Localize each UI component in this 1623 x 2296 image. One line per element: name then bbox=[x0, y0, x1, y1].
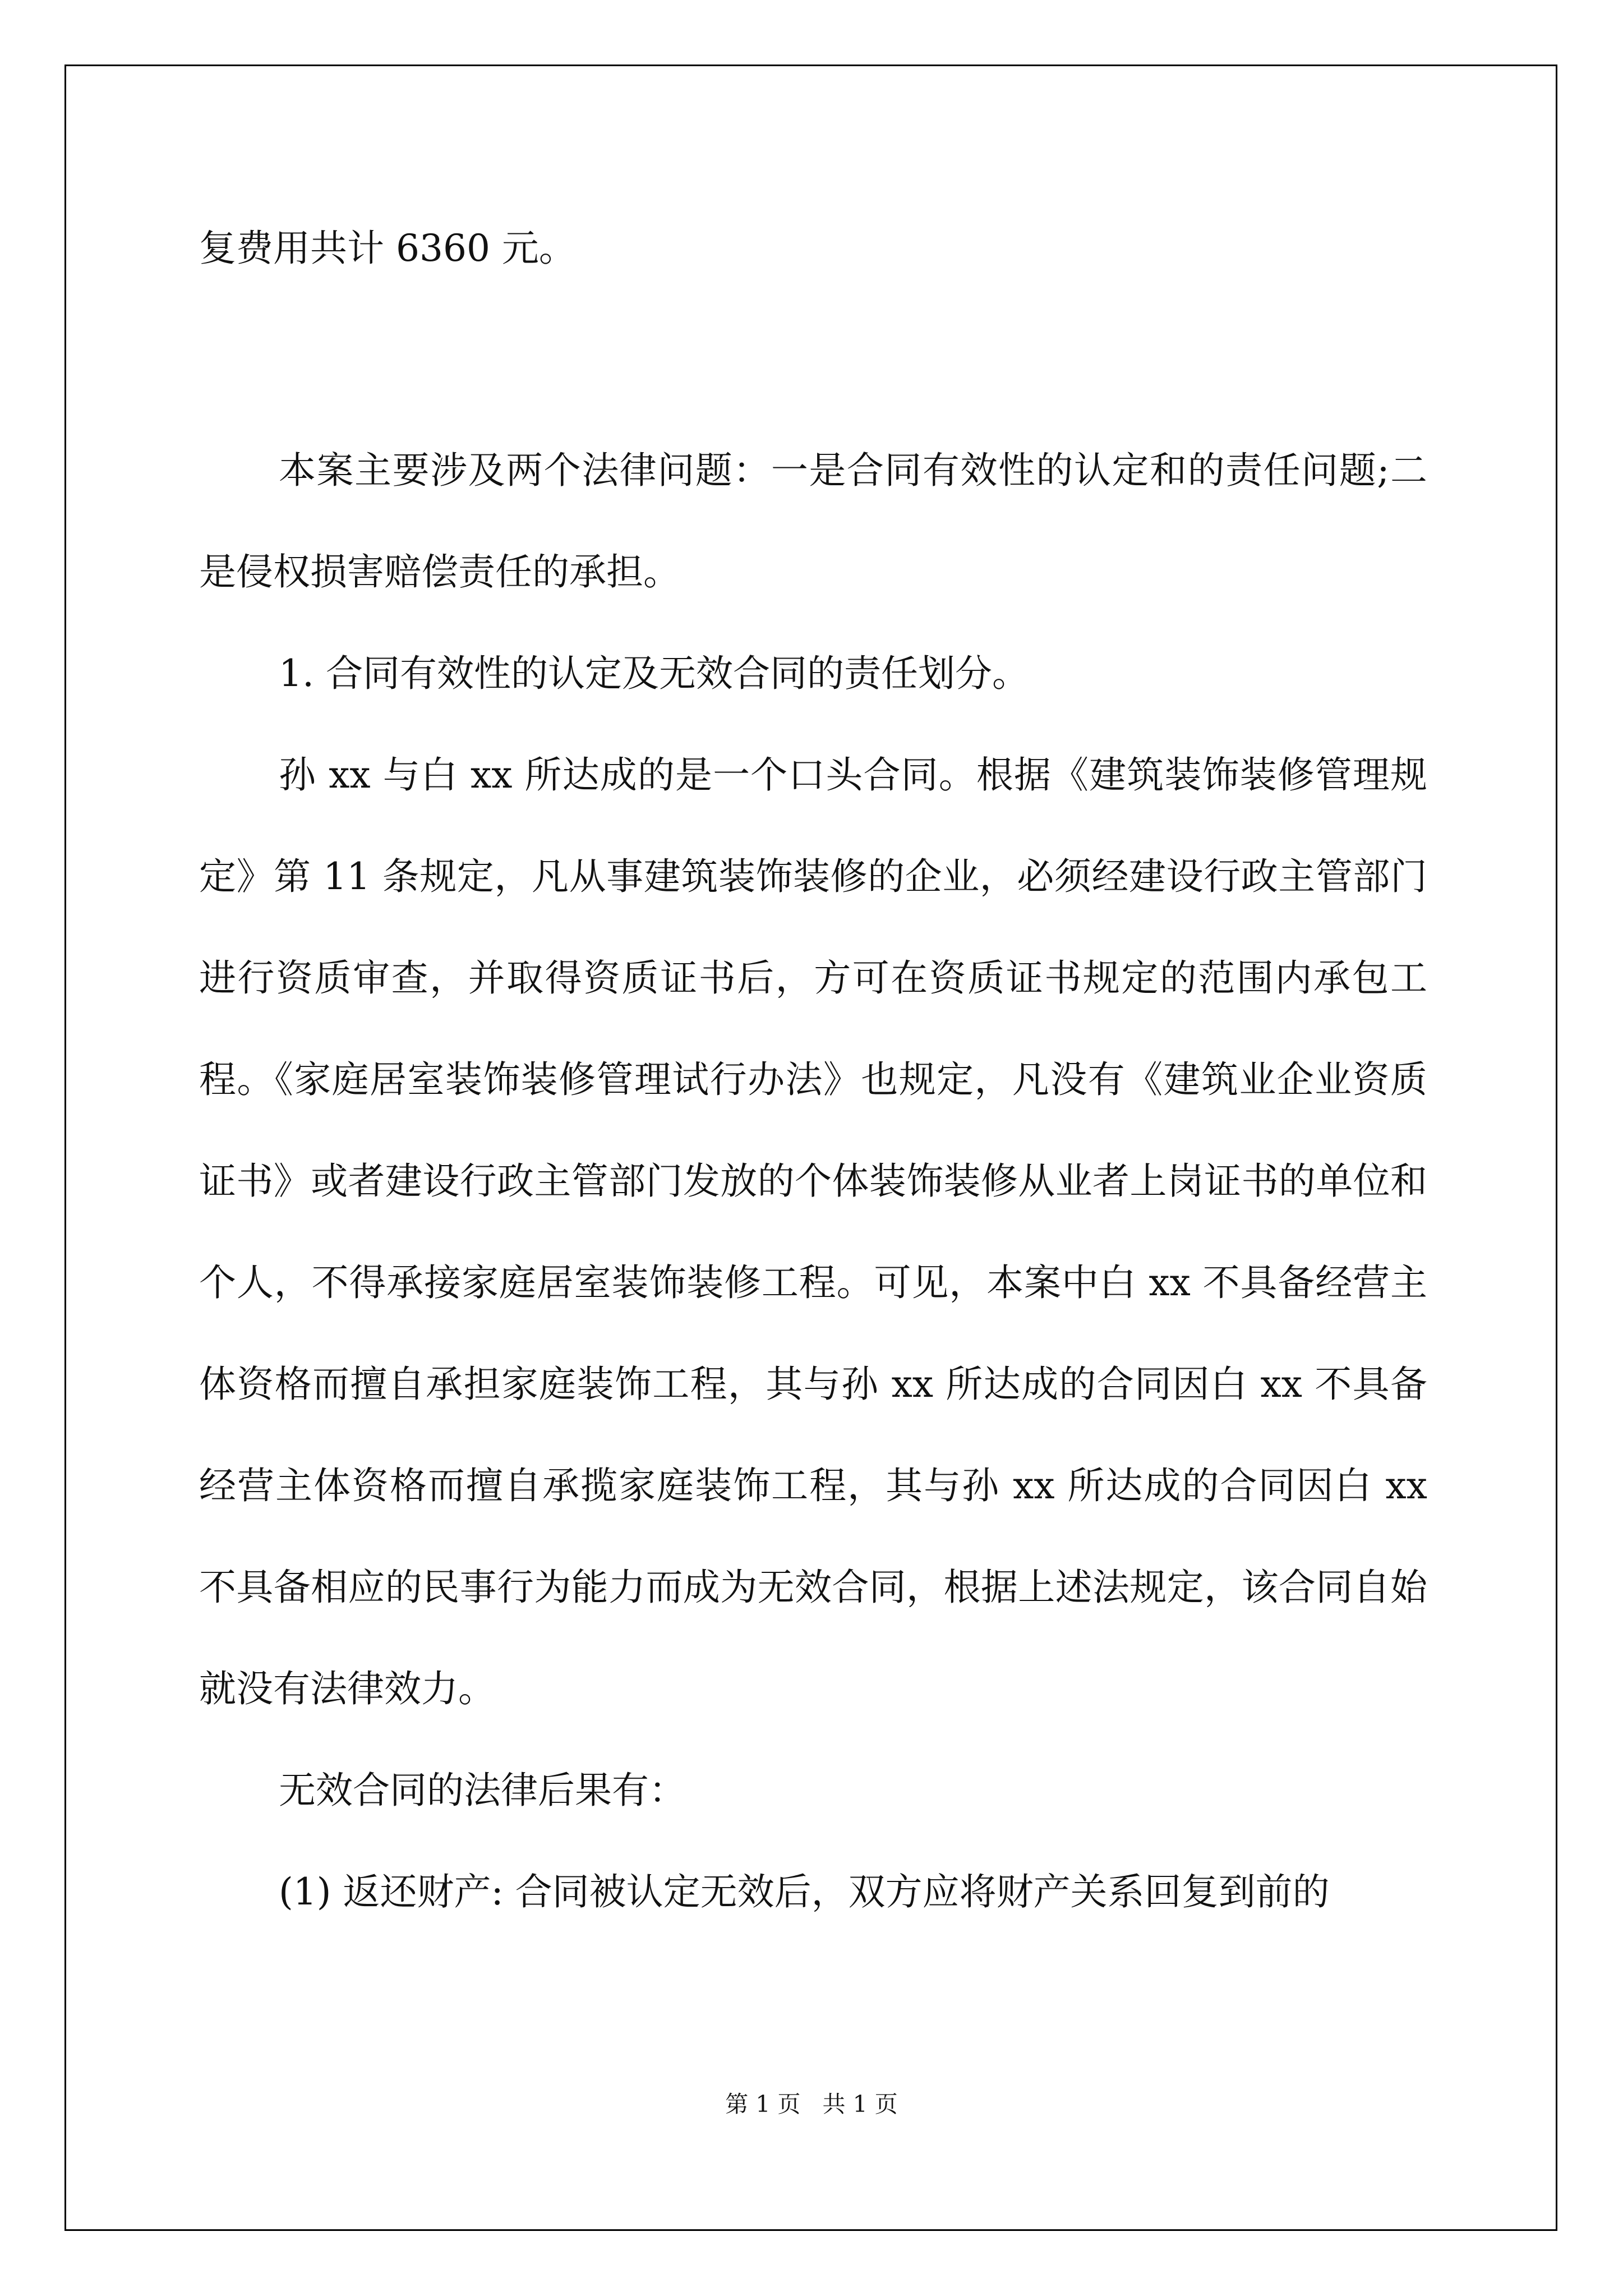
page-footer: 第 1 页 共 1 页 bbox=[725, 2091, 898, 2118]
paragraph-consequences-intro: 无效合同的法律后果有： bbox=[279, 1769, 686, 1812]
paragraph-contract-analysis: 孙 xx 与白 xx 所达成的是一个口头合同。根据《建筑装饰装修管理规定》第 11 条规定，凡从事建筑装饰装修的企业，必须经建设行政主管部门进行资质审查，并取得资质证书后，方可在资质证书规定的范围内承包工程。《家庭居室装饰装修管理试行办法》也规定，凡没有《建筑业企业资质证书》或者建设行政主管部门发放的个体装饰装修从业者上岗证书的单位和个人，不得承接家庭居室装饰装修工程。可见，本案中白 xx 不具备经营主体资格而擅自承担家庭装饰工程，其与孙 xx 所达成的合同因白 xx 不具备经营主体资格而擅自承揽家庭装饰工程，其与孙 xx 所达成的合同因白 xx 不具备相应的民事行为能力而成为无效合同，根据上述法规定，该合同自始就没有法律效力。 bbox=[199, 753, 1427, 1710]
paragraph-section-heading: 1. 合同有效性的认定及无效合同的责任划分。 bbox=[279, 652, 1029, 695]
paragraph-continuation: 复费用共计 6360 元。 bbox=[199, 227, 576, 270]
paragraph-return-property: (1) 返还财产: 合同被认定无效后，双方应将财产关系回复到前的 bbox=[279, 1870, 1330, 1913]
paragraph-legal-issues: 本案主要涉及两个法律问题：一是合同有效性的认定和的责任问题;二是侵权损害赔偿责任的承担。 bbox=[199, 449, 1427, 593]
